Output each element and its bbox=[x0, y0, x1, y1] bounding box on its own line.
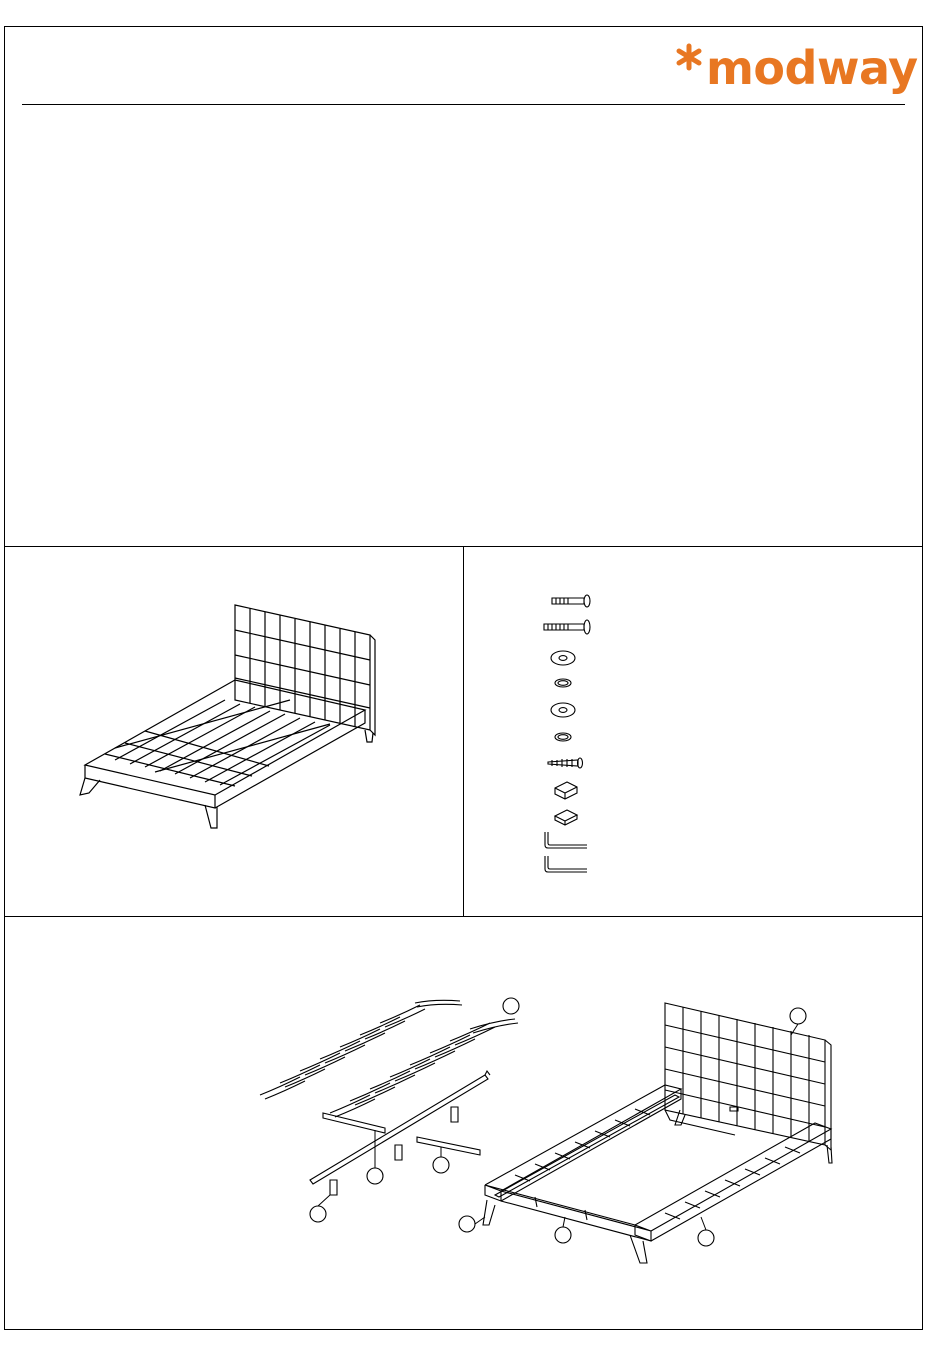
frame-legs bbox=[483, 1110, 685, 1263]
bed-frame-illustration bbox=[455, 995, 845, 1270]
logo-wordmark: modway bbox=[706, 41, 918, 95]
corner-cap-icon bbox=[555, 810, 577, 825]
header-divider bbox=[22, 104, 905, 105]
asterisk-icon bbox=[676, 44, 702, 70]
allen-key-small-icon bbox=[545, 832, 587, 848]
washer-icon bbox=[551, 703, 575, 717]
lock-washer-small-icon bbox=[555, 733, 571, 741]
side-rail-right bbox=[635, 1123, 831, 1241]
lock-washer-icon bbox=[555, 679, 571, 687]
bolt-long-icon bbox=[544, 620, 590, 634]
hardware-list bbox=[540, 590, 600, 875]
assembled-bed-illustration bbox=[75, 600, 385, 835]
bolt-short-icon bbox=[552, 595, 590, 607]
wood-screw-icon bbox=[548, 758, 583, 768]
end-cap-icon bbox=[555, 782, 577, 799]
section-divider-bottom bbox=[4, 916, 923, 917]
section-divider-middle bbox=[463, 546, 464, 916]
support-bar-left bbox=[323, 1113, 385, 1133]
headboard bbox=[665, 1003, 832, 1163]
bed-slats bbox=[115, 700, 330, 785]
allen-key-large-icon bbox=[545, 856, 587, 872]
washer-large-icon bbox=[551, 651, 575, 665]
modway-logo bbox=[676, 40, 918, 100]
center-beam bbox=[495, 1095, 679, 1197]
support-legs bbox=[330, 1107, 458, 1195]
